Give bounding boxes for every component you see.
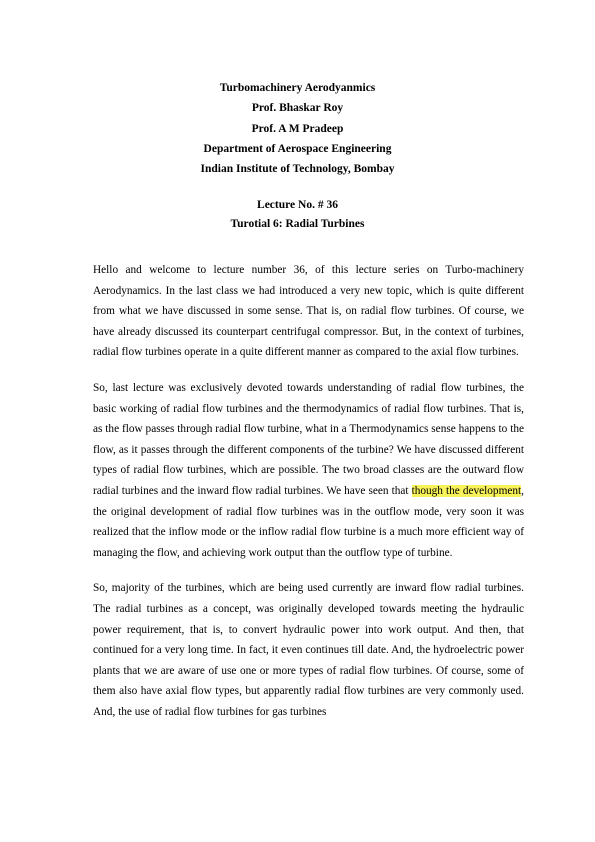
paragraph: So, majority of the turbines, which are being used currently are inward flow radial turbines. The radial turbines as a concept, was originally developed towards meeting the hydraulic power requirement, that is, to convert hydraulic power into work output. And then, that continued for a very long time. In fact, it even continues till date. And, the hydroelectric power plants that we are aware of use one or more types of radial flow turbines. Of course, some of them also have axial flow types, but apparently radial flow turbines are very commonly used. And, the use of radial flow turbines for gas turbines: [93, 582, 524, 718]
lecture-number: Lecture No. # 36: [257, 199, 338, 211]
department-name: Department of Aerospace Engineering: [203, 142, 392, 155]
course-title: Turbomachinery Aerodyanmics: [219, 82, 376, 94]
paragraph-text: , the original development of radial flow turbines was in the outflow mode, very soon it was realized that the inflow mode or the inflow radial flow turbine is a much more efficient way of managing the flow, and achieving work output than the outflow type of turbine.: [93, 484, 524, 559]
author-name: Prof. Bhaskar Roy: [251, 102, 344, 115]
highlighted-text: though the development: [411, 484, 522, 497]
paragraph-text: So, last lecture was exclusively devoted towards understanding of radial flow turbines, the basic working of radial flow turbines and the thermodynamics of radial flow turbines. That is, as the flow passes through radial flow turbine, what in a Thermodynamics sense happens to the flow, as it passes through the different components of the turbine? We have discussed different types of radial flow turbines, which are possible. The two broad classes are the outward flow radial turbines and the inward flow radial turbines. We have seen that: [93, 381, 524, 497]
document-body: [93, 260, 524, 737]
author-name: Prof. A M Pradeep: [251, 122, 344, 135]
lecture-heading: [0, 196, 595, 234]
paragraph: Hello and welcome to lecture number 36, of this lecture series on Turbo-machinery Aerodynamics. In the last class we had introduced a very new topic, which is quite different from what we have discussed in some sense. That is, on radial flow turbines. Of course, we have already discussed its counterpart centrifugal compressor. But, in the context of turbines, radial flow turbines operate in a quite different manner as compared to the axial flow turbines.: [93, 264, 524, 359]
lecture-subtitle: Turotial 6: Radial Turbines: [230, 218, 365, 230]
institute-name: Indian Institute of Technology, Bombay: [200, 163, 395, 176]
document-header: [0, 78, 595, 179]
paragraph: [93, 378, 524, 563]
